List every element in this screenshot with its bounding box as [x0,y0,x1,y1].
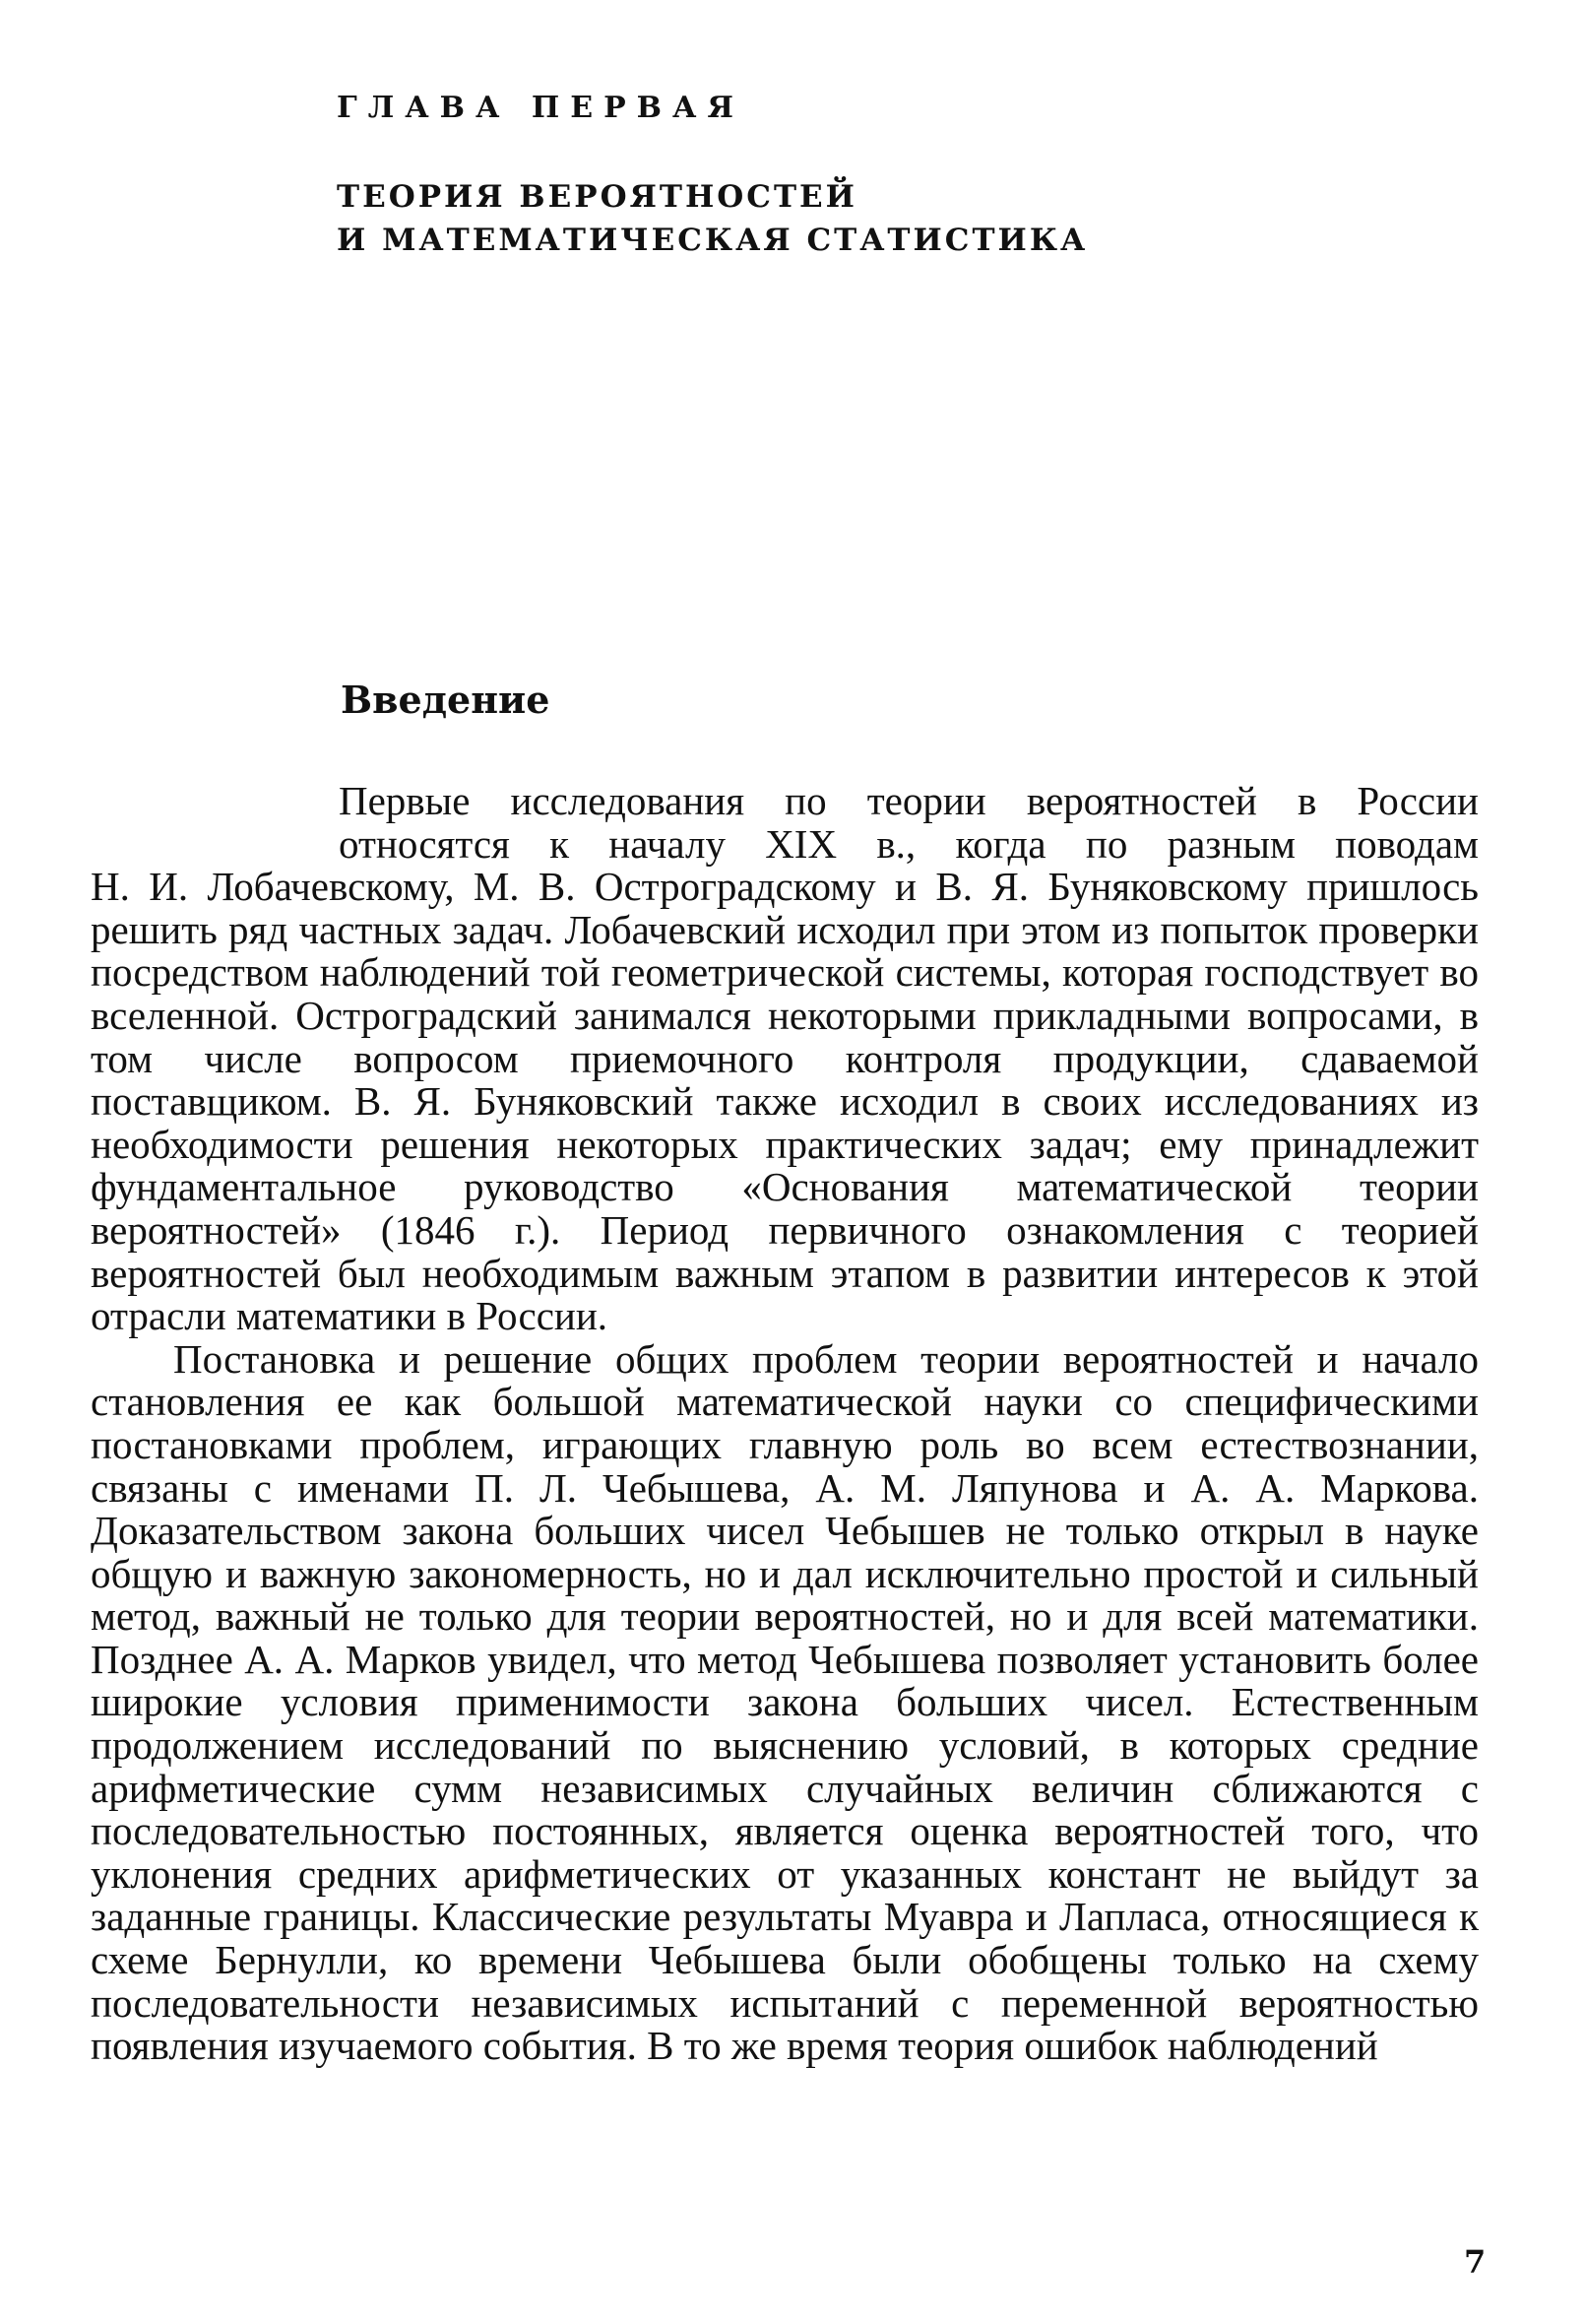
paragraph-1-rest: Н. И. Лобачевскому, М. В. Остроградскому и В. Я. Буняковскому пришлось решить ряд частных задач. Лобачевский исходил при этом из попыток проверки посредством наблюдений той геометрической системы, которая господствует во вселенной. Остроградский занимался некоторыми прикладными вопросами, в том числе вопросом приемочного контроля продукции, сдаваемой поставщиком. В. Я. Буняковский также исходил в своих исследованиях из необходимости решения некоторых практических задач; ему принадлежит фундаментальное руководство «Основания математической теории вероятностей» (1846 г.). Период первичного ознакомления с теорией вероятностей был необходимым важным этапом в развитии интересов к этой отрасли математики в России. [91,864,1479,1339]
chapter-title-line-2: И МАТЕМАТИЧЕСКАЯ СТАТИСТИКА [337,223,1089,258]
paragraph-1 [91,780,1479,1338]
page-number: 7 [1464,2243,1487,2281]
paragraph-2: Постановка и решение общих проблем теории вероятностей и начало становления ее как большой математической науки со специфическими постановками проблем, играющих главную роль во всем естествознании, связаны с именами П. Л. Чебышева, А. М. Ляпунова и А. А. Маркова. Доказательством закона больших чисел Чебышев не только открыл в науке общую и важную закономерность, но и дал исключительно простой и сильный метод, важный не только для теории вероятностей, но и для всей математики. Позднее А. А. Марков увидел, что метод Чебышева позволяет установить более широкие условия применимости закона больших чисел. Естественным продолжением исследований по выяснению условий, в которых средние арифметические сумм независимых случайных величин сближаются с последовательностью постоянных, является оценка вероятностей того, что уклонения средних арифметических от указанных констант не выйдут за заданные границы. Классические результаты Муавра и Лапласа, относящиеся к схеме Бернулли, ко времени Чебышева были обобщены только на схему последовательности независимых испытаний с переменной вероятностью появления изучаемого события. В то же время теория ошибок наблюдений [91,1335,1479,2069]
paragraph-1-line-2: относятся к началу XIX в., когда по разным поводам [339,820,1479,867]
chapter-title [337,175,1088,262]
body-text [91,780,1479,2068]
chapter-title-line-1: ТЕОРИЯ ВЕРОЯТНОСТЕЙ [337,179,857,215]
chapter-label: ГЛАВА ПЕРВАЯ [337,91,744,125]
section-title: Введение [341,678,550,722]
paragraph-1-line-1: Первые исследования по теории вероятностей в России [339,778,1479,823]
